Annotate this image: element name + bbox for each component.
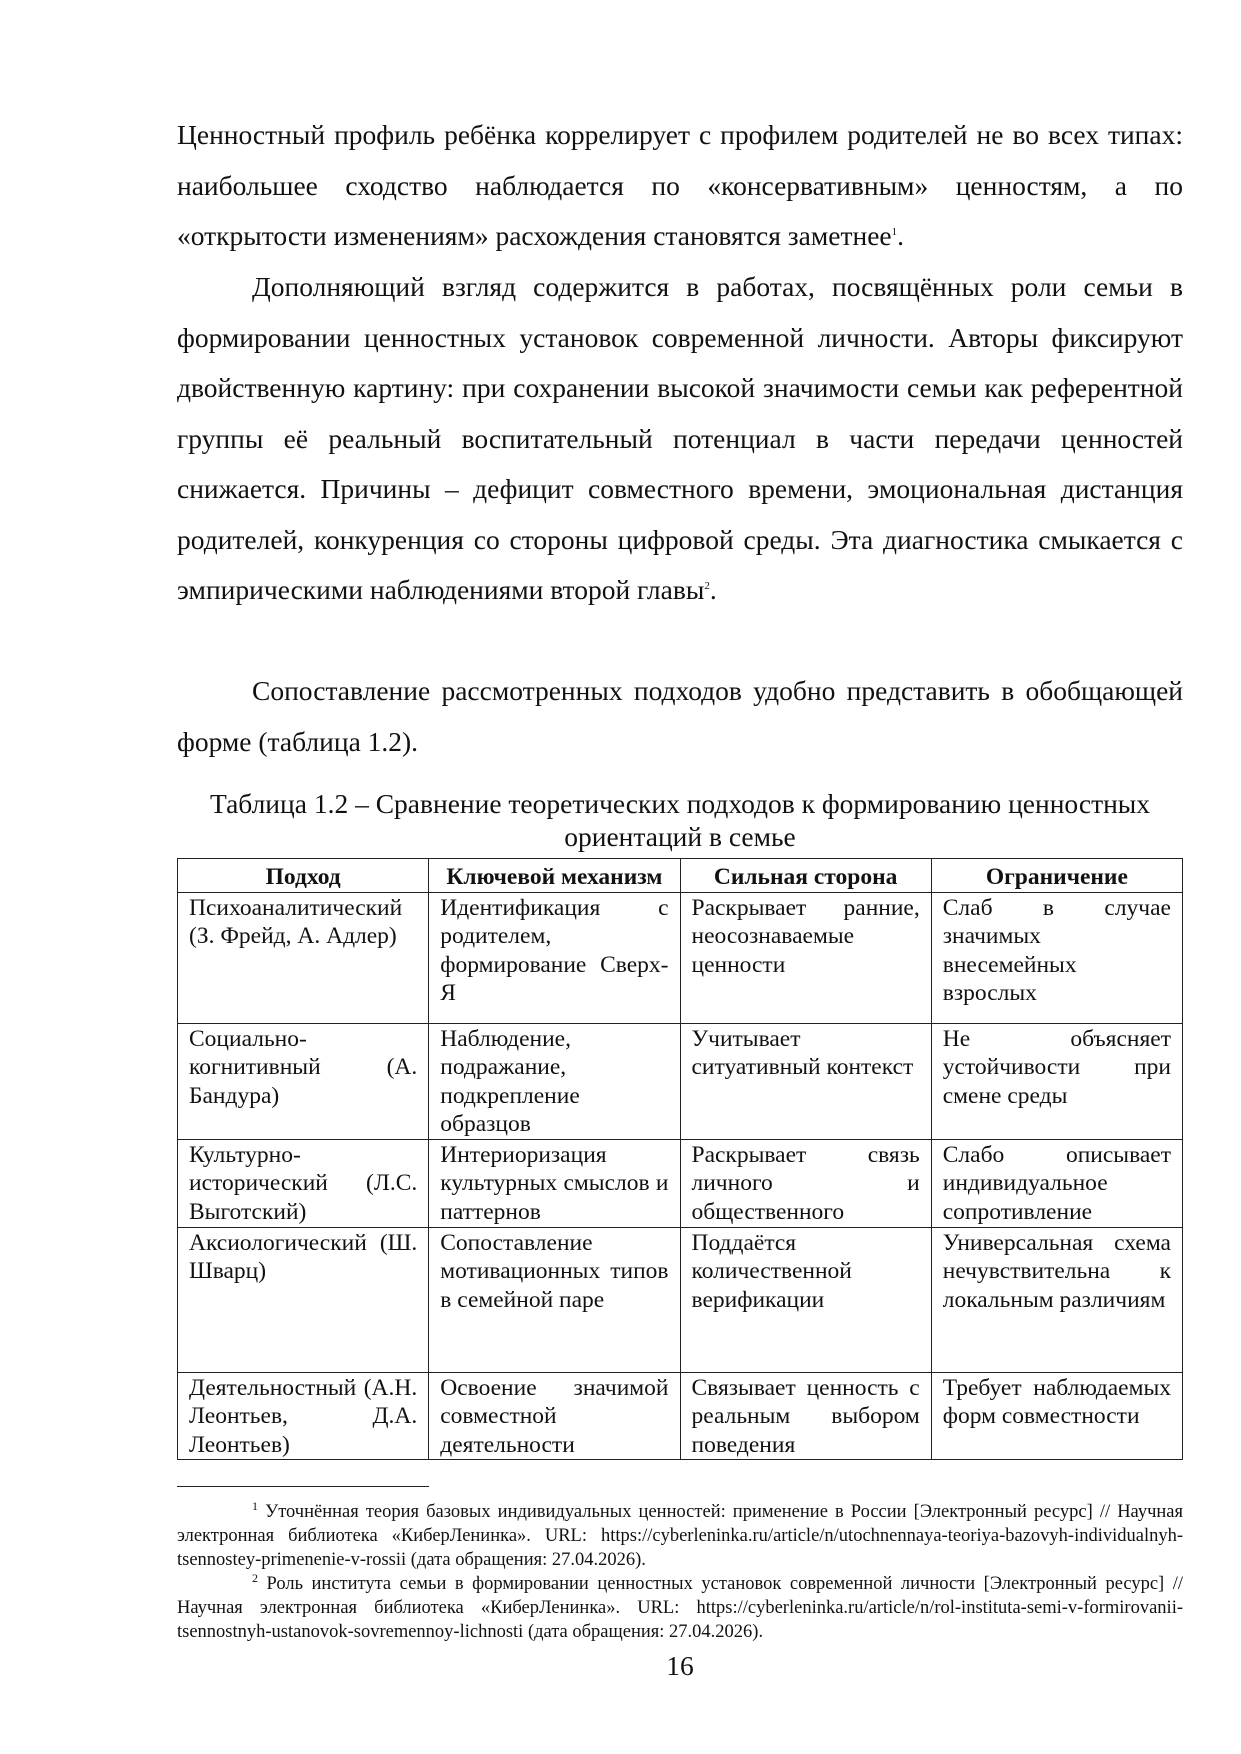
table-cell: Наблюдение, подражание, подкрепление образцов	[429, 1023, 680, 1139]
table-row	[178, 1023, 1183, 1139]
table-cell: Универсальная схема нечувствительна к локальным различиям	[931, 1227, 1182, 1372]
footnote-ref-2[interactable]: 2	[704, 579, 710, 592]
table-row	[178, 1227, 1183, 1372]
table-cell: Психоаналитический (З. Фрейд, А. Адлер)	[178, 892, 429, 1023]
table-cell: Требует наблюдаемых форм совместности	[931, 1372, 1182, 1460]
header-limitation: Ограничение	[931, 859, 1182, 893]
paragraph-1: Ценностный профиль ребёнка коррелирует с профилем родителей не во всех типах: наибольшее сходство наблюдается по «консервативным» ценностям, а по «открытости изменениям» расхождения становятся заметнее$^1$.	[177, 119, 1183, 251]
table-cell: Идентификация с родителем, формирование Сверх-Я	[429, 892, 680, 1023]
footnote-1-text: Уточнённая теория базовых индивидуальных ценностей: применение в России [Электронный ресурс] // Научная электронная библиотека «КиберЛенинка». URL: https://cyberleninka.ru/article/n/utochnennaya-teoriya-bazovyh-individualnyh-tsennostey-primenenie-v-rossii (дата обращения: 27.04.2026).	[177, 1502, 1184, 1571]
footnote-2	[177, 1566, 1183, 1644]
table-cell: Социально-когнитивный (А. Бандура)	[178, 1023, 429, 1139]
header-strength: Сильная сторона	[680, 859, 931, 893]
footnote-1	[177, 1494, 1183, 1572]
table-cell: Связывает ценность с реальным выбором поведения	[680, 1372, 931, 1460]
footnote-2-number: 2	[252, 1571, 258, 1585]
table-cell: Раскрывает ранние, неосознаваемые ценности	[680, 892, 931, 1023]
paragraph-3: Сопоставление рассмотренных подходов удобно представить в обобщающей форме (таблица 1.2).	[177, 675, 1183, 757]
table-cell: Поддаётся количественной верификации	[680, 1227, 931, 1372]
table-cell: Сопоставление мотивационных типов в семейной паре	[429, 1227, 680, 1372]
table-cell: Интериоризация культурных смыслов и паттернов	[429, 1139, 680, 1227]
table-cell: Освоение значимой совместной деятельности	[429, 1372, 680, 1460]
table-cell: Деятельностный (А.Н. Леонтьев, Д.А. Леонтьев)	[178, 1372, 429, 1460]
table-cell: Раскрывает связь личного и общественного	[680, 1139, 931, 1227]
footnote-1-number: 1	[252, 1499, 258, 1513]
table-row	[178, 892, 1183, 1023]
page-number: 16	[666, 1650, 694, 1681]
header-mechanism: Ключевой механизм	[429, 859, 680, 893]
table-row	[178, 1372, 1183, 1460]
table-cell: Культурно-исторический (Л.С. Выготский)	[178, 1139, 429, 1227]
footnote-ref-1[interactable]: 1	[891, 225, 898, 238]
footnote-2-text: Роль института семьи в формировании ценностных установок современной личности [Электронный ресурс] // Научная электронная библиотека «КиберЛенинка». URL: https://cyberleninka.ru/article/n/rol-instituta-semi-v-formirovanii-tsennostnyh-ustanovok-sovremennoy-lichnosti (дата обращения: 27.04.2026).	[177, 1574, 1183, 1643]
table-cell: Аксиологический (Ш. Шварц)	[178, 1227, 429, 1372]
table-cell: Не объясняет устойчивости при смене среды	[931, 1023, 1182, 1139]
header-approach: Подход	[178, 859, 429, 893]
table-header-row	[178, 859, 1183, 893]
table-cell: Учитывает ситуативный контекст	[680, 1023, 931, 1139]
comparison-table	[177, 858, 1183, 1460]
table-cell: Слабо описывает индивидуальное сопротивление	[931, 1139, 1182, 1227]
table-row	[178, 1139, 1183, 1227]
table-cell: Слаб в случае значимых внесемейных взрослых	[931, 892, 1182, 1023]
paragraph-1-text: Ценностный профиль ребёнка коррелирует с профилем родителей не во всех типах: наибольшее сходство наблюдается по «консервативным» ценностям, а по «открытости изменениям» расхождения становятся заметнее	[177, 119, 1183, 251]
footnote-divider	[177, 1486, 429, 1487]
table-caption: Таблица 1.2 – Сравнение теоретических подходов к формированию ценностных ориентаций в семье	[209, 788, 1151, 852]
paragraph-2-text: Дополняющий взгляд содержится в работах, посвящённых роли семьи в формировании ценностных установок современной личности. Авторы фиксируют двойственную картину: при сохранении высокой значимости семьи как референтной группы её реальный воспитательный потенциал в части передачи ценностей снижается. Причины – дефицит совместного времени, эмоциональная дистанция родителей, конкуренция со стороны цифровой среды. Эта диагностика смыкается с эмпирическими наблюдениями второй главы	[177, 271, 1183, 605]
paragraph-2: Дополняющий взгляд содержится в работах, посвящённых роли семьи в формировании ценностных установок современной личности. Авторы фиксируют двойственную картину: при сохранении высокой значимости семьи как референтной группы её реальный воспитательный потенциал в части передачи ценностей снижается. Причины – дефицит совместного времени, эмоциональная дистанция родителей, конкуренция со стороны цифровой среды. Эта диагностика смыкается с эмпирическими наблюдениями второй главы$^2$.	[177, 271, 1183, 605]
